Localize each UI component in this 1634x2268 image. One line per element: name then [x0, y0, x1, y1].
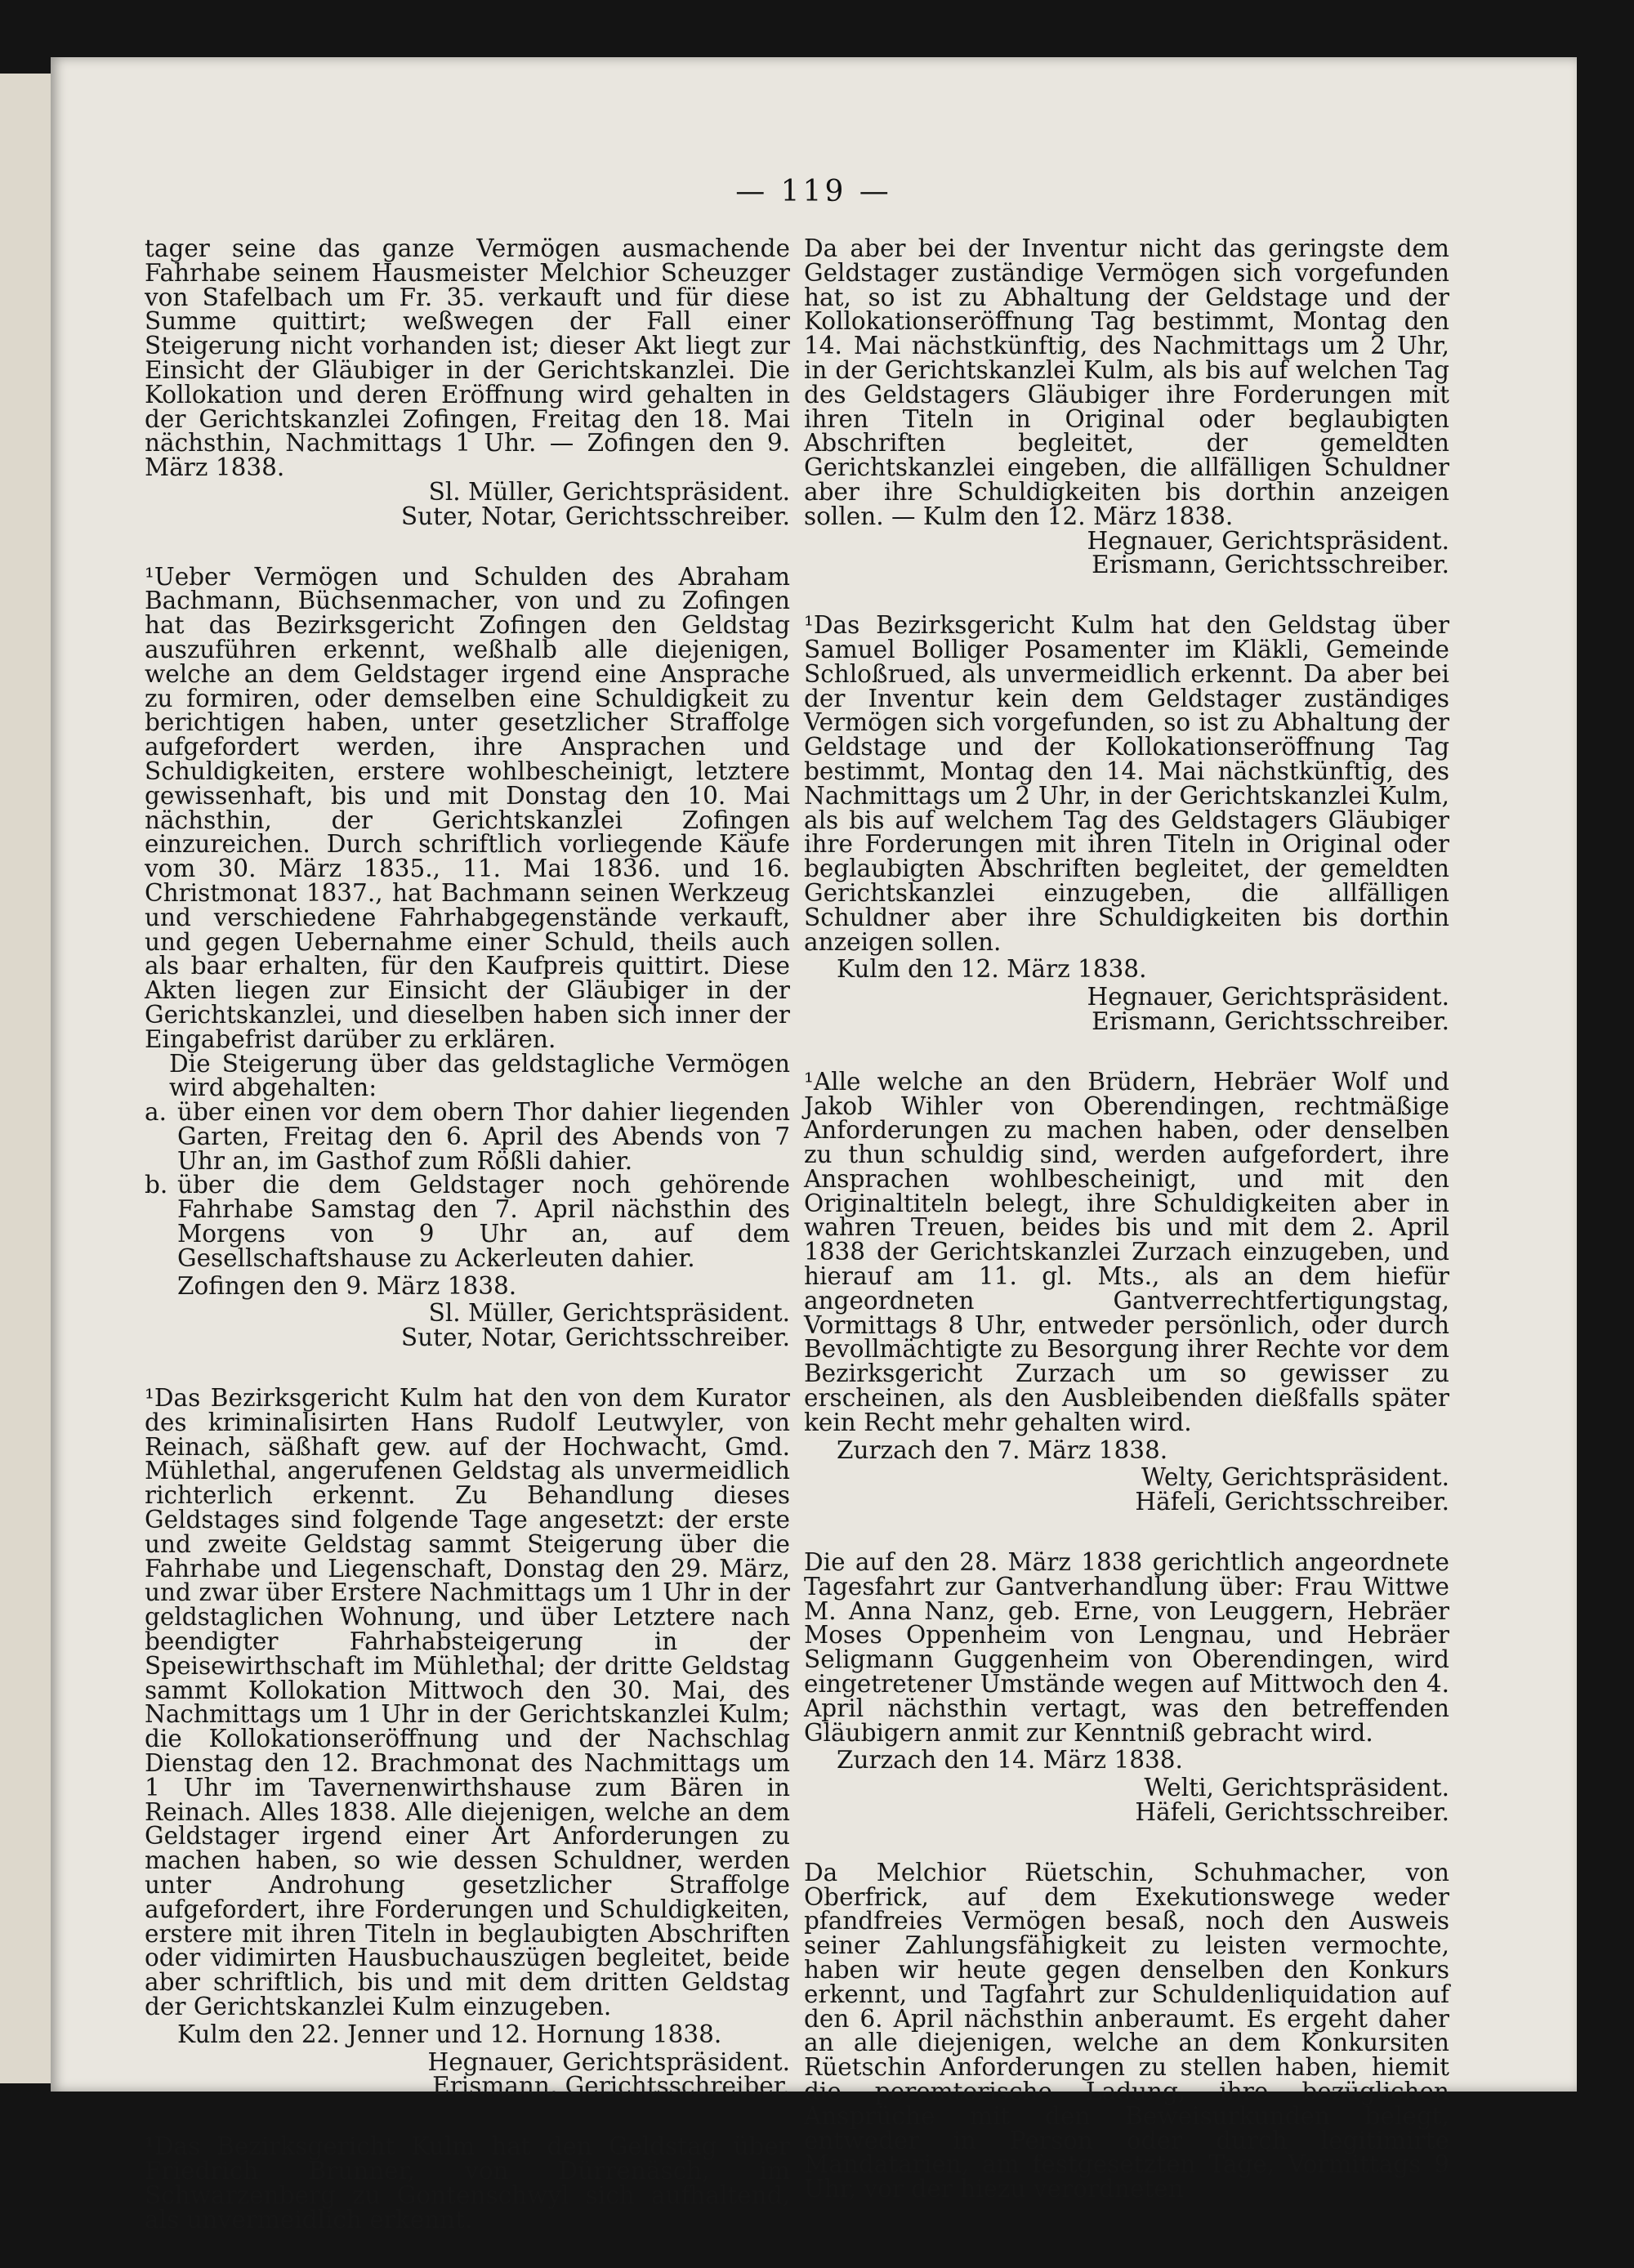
paragraph: Da Melchior Rüetschin, Schuhmacher, von Oberfrick, auf dem Exekutionswege weder pfandfreies Vermögen besaß, noch den Ausweis seiner Zahlungsfähigkeit zu leisten vermochte, haben wir heute gegen denselben den Konkurs erkennt, und Tagfahrt zur Schuldenliquidation auf den 6. April nächsthin anberaumt. Es ergeht daher an alle diejenigen, welche an dem Konkursiten Rüetschin Anforderungen zu stellen haben, hiemit die peremtorische Ladung, ihre bezüglichen Ansprüche mit den Beweisurkunden belegt, entweder in Person oder durch legitimirte Mandatarien, am festgesetzten Tage, Vormittags 9 Uhr, vor der hiezu verordneten	[804, 1858, 1449, 2203]
signature-line: Hegnauer, Gerichtspräsident.	[427, 2047, 790, 2076]
item-label: b.	[145, 1171, 168, 1199]
paragraph: ¹Ueber Vermögen und Schulden des Abraham Bachmann, Büchsenmacher, von und zu Zofingen hat das Bezirksgericht Zofingen den Geldstag auszuführen erkennt, weßhalb alle diejenigen, welche an dem Geldstager irgend eine Ansprache zu formiren, oder demselben eine Schuldigkeit zu berichtigen haben, unter gesetzlicher Straffolge aufgefordert werden, ihre Ansprachen und Schuldigkeiten, erstere wohlbescheinigt, letztere gewissenhaft, bis und mit Donstag den 10. Mai nächsthin, der Gerichtskanzlei Zofingen einzureichen. Durch schriftlich vorliegende Käufe vom 30. März 1835., 11. Mai 1836. und 16. Christmonat 1837., hat Bachmann seinen Werkzeug und verschiedene Fahrhabgegenstände verkauft, und gegen Uebernahme einer Schuld, theils auch als baar erhalten, für den Kaufpreis quittirt. Diese Akten liegen zur Einsicht der Gläubiger in der Gerichtskanzlei, und dieselben haben sich inner der Eingabefrist darüber zu erklären.	[145, 562, 790, 1053]
notice-text	[145, 234, 790, 482]
dateline: Kulm den 12. März 1838.	[837, 955, 1147, 984]
dateline: Zofingen den 9. März 1838.	[177, 1271, 517, 1300]
notice-text	[804, 1067, 1449, 1436]
list-item	[145, 1173, 790, 1270]
notice-entry	[804, 1858, 1449, 2203]
notice-entry	[804, 1548, 1449, 1827]
notice-text	[145, 1386, 790, 2020]
dateline: Zurzach den 14. März 1838.	[837, 1746, 1183, 1775]
signature-line: Häfeli, Gerichtsschreiber.	[1135, 1798, 1449, 1827]
notice-text	[804, 1548, 1449, 1747]
notice-entry	[804, 611, 1449, 1035]
signature-line: Häfeli, Gerichtsschreiber.	[1135, 1488, 1449, 1516]
signature-line: Hegnauer, Gerichtspräsident.	[1087, 526, 1449, 555]
signature-line: Erismann, Gerichtsschreiber.	[1092, 551, 1449, 579]
signature-line: Suter, Notar, Gerichtsschreiber.	[400, 502, 790, 530]
signature-line: Erismann, Gerichtsschreiber.	[1092, 1007, 1449, 1035]
notice-text	[804, 234, 1449, 530]
notice-text	[145, 562, 790, 1102]
item-text: über einen vor dem obern Thor dahier liegenden Garten, Freitag den 6. April des Abends von 7 Uhr an, im Gasthof zum Rößli dahier.	[177, 1098, 790, 1175]
notice-text	[804, 1858, 1449, 2203]
notice-entry	[145, 1386, 790, 2099]
dateline: Kulm den 22. Jenner und 12. Hornung 1838.	[177, 2020, 722, 2048]
notice-entry	[804, 1067, 1449, 1516]
paragraph: Die Steigerung über das geldstagliche Vermögen wird abgehalten:	[169, 1049, 790, 1102]
notice-entry	[145, 2132, 790, 2234]
paragraph: ¹Das Bezirksgericht Kulm hat den von dem Kurator des kriminalisirten Hans Rudolf Leutwyler, von Reinach, säßhaft gew. auf der Hochwacht, Gmd. Mühlethal, angerufenen Geldstag als unvermeidlich richterlich erkennt. Zu Behandlung dieses Geldstages sind folgende Tage angesetzt: der erste und zweite Geldstag sammt Steigerung über die Fahrhabe und Liegenschaft, Donstag den 29. März, und zwar über Erstere Nachmittags um 1 Uhr in der geldstaglichen Wohnung, und über Letztere nach beendigter Fahrhabsteigerung in der Speisewirthschaft im Mühlethal; der dritte Geldstag sammt Kollokation Mittwoch den 30. Mai, des Nachmittags um 1 Uhr in der Gerichtskanzlei Kulm; die Kollokationseröffnung und der Nachschlag Dienstag den 12. Brachmonat des Nachmittags um 1 Uhr im Tavernenwirthshause zum Bären in Reinach. Alles 1838. Alle diejenigen, welche an dem Geldstager irgend einer Art Anforderungen zu machen haben, so wie dessen Schuldner, werden unter Androhung gesetzlicher Straffolge aufgefordert, ihre Forderungen und Schuldigkeiten, erstere mit ihren Titeln in beglaubigten Abschriften oder vidimirten Hausbuchauszügen begleitet, beide aber schriftlich, bis und mit dem dritten Geldstag der Gerichtskanzlei Kulm einzugeben.	[145, 1384, 790, 2020]
paragraph: ¹Alle welche an den Brüdern, Hebräer Wolf und Jakob Wihler von Oberendingen, rechtmäßige Anforderungen zu machen haben, oder denselben zu thun schuldig sind, werden aufgefordert, ihre Ansprachen wohlbescheinigt, und mit den Originaltiteln belegt, ihre Schuldigkeiten aber in wahren Treuen, beides bis und mit dem 2. April 1838 der Gerichtskanzlei Zurzach einzugeben, und hierauf am 11. gl. Mts., als an dem hiefür angeordneten Gantverrechtfertigungstag, Vormittags 8 Uhr, entweder persönlich, oder durch Bevollmächtigte zu Besorgung ihrer Rechte vor dem Bezirksgericht Zurzach um so gewisser zu erscheinen, als den Ausbleibenden dießfalls später kein Recht mehr gehalten wird.	[804, 1067, 1449, 1436]
signature-line: Sl. Müller, Gerichtspräsident.	[428, 477, 790, 506]
signature-line: Suter, Notar, Gerichtsschreiber.	[400, 1324, 790, 1352]
notice-entry	[145, 234, 790, 530]
notice-text	[145, 2132, 790, 2234]
signature-line: Welti, Gerichtspräsident.	[1144, 1774, 1449, 1802]
paragraph: Da aber bei der Inventur nicht das geringste dem Geldstager zuständige Vermögen sich vorgefunden hat, so ist zu Abhaltung der Geldstage und der Kollokationseröffnung Tag bestimmt, Montag den 14. Mai nächstkünftig, des Nachmittags um 2 Uhr, in der Gerichtskanzlei Kulm, als bis auf welchen Tag des Geldstagers Gläubiger ihre Forderungen mit ihren Titeln in Original oder beglaubigten Abschriften begleitet, der gemeldten Gerichtskanzlei eingeben, die allfälligen Schuldner aber ihre Schuldigkeiten bis dorthin anzeigen sollen. — Kulm den 12. März 1838.	[804, 234, 1449, 530]
signature-line: Hegnauer, Gerichtspräsident.	[1087, 983, 1449, 1011]
page-number: — 119 —	[735, 175, 892, 208]
document-page	[51, 57, 1577, 2234]
paragraph: ¹Das Bezirksgericht Kulm hat den Geldstag über Samuel Bolliger Posamenter im Kläkli, Gemeinde Schloßrued, als unvermeidlich erkennt. Da aber bei der Inventur kein dem Geldstager zuständiges Vermögen sich vorgefunden, so ist zu Abhaltung der Geldstage und der Kollokationseröffnung Tag bestimmt, Montag den 14. Mai nächstkünftig, des Nachmittags um 2 Uhr, in der Gerichtskanzlei Kulm, als bis auf welchem Tag des Geldstagers Gläubiger ihre Forderungen mit ihren Titeln in Original oder beglaubigten Abschriften begleitet, der gemeldten Gerichtskanzlei einzugeben, die allfälligen Schuldner aber ihre Schuldigkeiten bis dorthin anzeigen sollen.	[804, 611, 1449, 956]
notice-entry	[145, 562, 790, 1352]
paragraph: tager seine das ganze Vermögen ausmachende Fahrhabe seinem Hausmeister Melchior Scheuzger von Stafelbach um Fr. 35. verkauft und für diese Summe quittirt; weßwegen der Fall einer Steigerung nicht vorhanden ist; dieser Akt liegt zur Einsicht der Gläubiger in der Gerichtskanzlei. Die Kollokation und deren Eröffnung wird gehalten in der Gerichtskanzlei Zofingen, Freitag den 18. Mai nächsthin, Nachmittags 1 Uhr. — Zofingen den 9. März 1838.	[145, 234, 790, 482]
dateline: Zurzach den 7. März 1838.	[837, 1435, 1168, 1464]
item-label: a.	[145, 1098, 167, 1127]
paragraph: ¹Das Bezirksgericht Kulm hat den Geldstag über Friedrich Brunner, von Dürrenäsch, im Schwarzenberg zu Gontenschwyl sich aufhaltend, als unvermeidlich erkennt.	[145, 2132, 790, 2234]
signature-line: Erismann, Gerichtsschreiber.	[432, 2072, 790, 2101]
signature-line: Sl. Müller, Gerichtspräsident.	[428, 1299, 790, 1328]
notice-entry	[804, 234, 1449, 579]
list-item	[145, 1098, 790, 1175]
item-text: über die dem Geldstager noch gehörende Fahrhabe Samstag den 7. April nächsthin des Morgens von 9 Uhr an, auf dem Gesellschaftshause zu Ackerleuten dahier.	[177, 1171, 790, 1272]
signature-line: Welty, Gerichtspräsident.	[1141, 1463, 1449, 1492]
left-column	[145, 234, 790, 2268]
paragraph: Die auf den 28. März 1838 gerichtlich angeordnete Tagesfahrt zur Gantverhandlung über: Frau Wittwe M. Anna Nanz, geb. Erne, von Leuggern, Hebräer Moses Oppenheim von Lengnau, und Hebräer Seligmann Guggenheim von Oberendingen, wird eingetretener Umstände wegen auf Mittwoch den 4. April nächsthin vertagt, was den betreffenden Gläubigern anmit zur Kenntniß gebracht wird.	[804, 1548, 1449, 1747]
right-column	[804, 234, 1449, 2238]
facing-page-edge	[0, 74, 51, 2083]
notice-text	[804, 611, 1449, 956]
